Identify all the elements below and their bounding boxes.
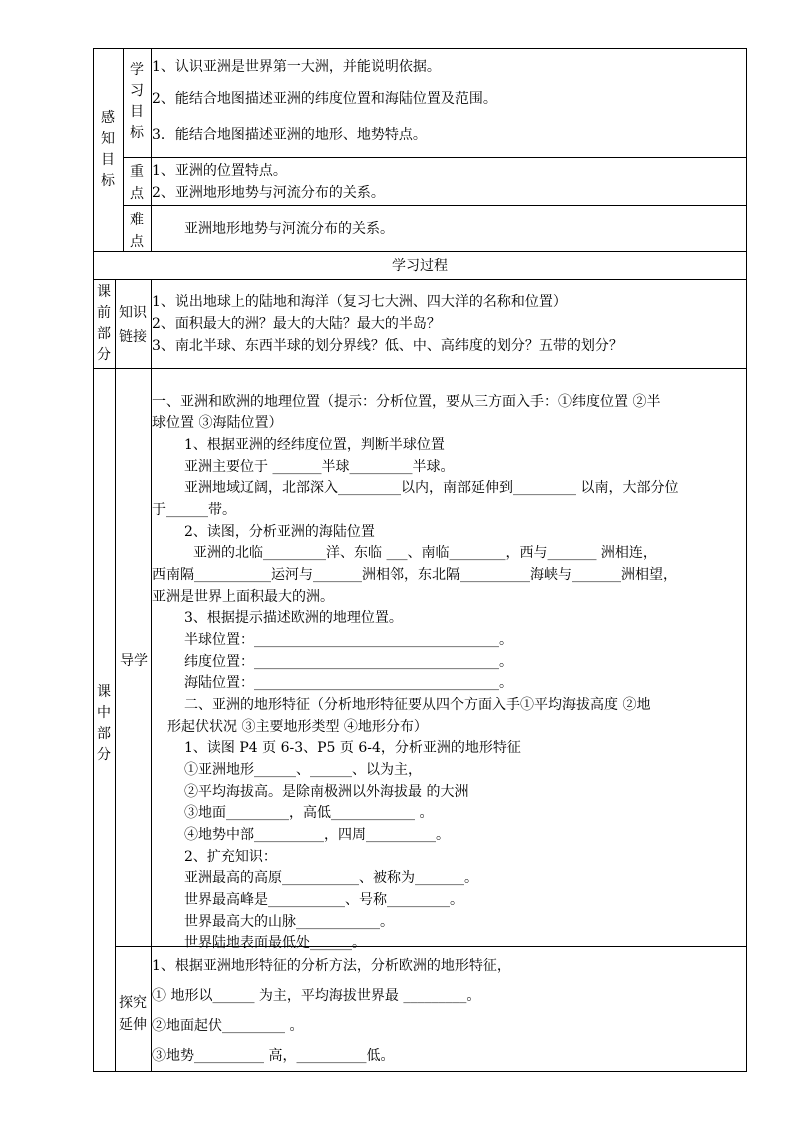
goal-3: 3．能结合地图描述亚洲的地形、地势特点。 bbox=[152, 127, 427, 143]
guide-line: 世界陆地表面最低处______。 bbox=[184, 935, 366, 951]
guide-line: ①亚洲地形______、______、以为主， bbox=[184, 762, 422, 778]
preclass-item-2: 2、面积最大的洲？最大的大陆？最大的半岛？ bbox=[152, 316, 441, 332]
difficulty-text: 亚洲地形地势与河流分布的关系。 bbox=[184, 221, 394, 237]
table-border-left bbox=[93, 48, 94, 1072]
guide-line: 亚洲主要位于 _______半球_________半球。 bbox=[184, 459, 455, 475]
guide-line: ④地势中部__________，四周__________。 bbox=[184, 827, 450, 843]
guide-line: 二、亚洲的地形特征（分析地形特征要从四个方面入手①平均海拔高度 ②地 bbox=[184, 697, 651, 713]
guide-line: 3、根据提示描述欧洲的地理位置。 bbox=[184, 610, 403, 626]
preclass-item-3: 3、南北半球、东西半球的划分界线？低、中、高纬度的划分？五带的划分？ bbox=[152, 338, 623, 354]
divider bbox=[115, 279, 116, 1072]
guide-label: 导学 bbox=[120, 653, 148, 669]
guide-line: 于______带。 bbox=[152, 502, 236, 518]
guide-line: 1、读图 P4 页 6-3、P5 页 6-4，分析亚洲的地形特征 bbox=[184, 740, 521, 756]
explore-line: ③地势__________ 高，__________低。 bbox=[152, 1048, 395, 1064]
guide-line: 西南隔___________运河与_______洲相邻，东北隔__________海峡与_______洲相望， bbox=[152, 567, 677, 583]
explore-line: 1、根据亚洲地形特征的分析方法，分析欧洲的地形特征， bbox=[152, 958, 511, 974]
guide-line: 纬度位置：___________________________________。 bbox=[184, 654, 513, 670]
divider bbox=[123, 48, 124, 251]
difficulty-label-2: 点 bbox=[130, 234, 144, 250]
guide-line: ②平均海拔高。是除南极洲以外海拔最 的大洲 bbox=[184, 784, 469, 800]
guide-line: 2、扩充知识： bbox=[184, 849, 277, 865]
knowledge-link-label-1: 知识 bbox=[119, 305, 147, 321]
table-border-right bbox=[746, 48, 747, 1072]
divider bbox=[151, 48, 152, 251]
key-point-2: 2、亚洲地形地势与河流分布的关系。 bbox=[152, 185, 385, 201]
difficulty-label-1: 难 bbox=[130, 212, 144, 228]
key-point-1: 1、亚洲的位置特点。 bbox=[152, 163, 287, 179]
explore-label-1: 探究 bbox=[119, 995, 147, 1011]
perception-section-label: 感知目标 bbox=[101, 110, 115, 189]
divider bbox=[93, 279, 747, 280]
process-title: 学习过程 bbox=[392, 258, 448, 274]
guide-line: 亚洲地域辽阔，北部深入_________以内，南部延伸到_________ 以南，大部分位 bbox=[184, 480, 679, 496]
preclass-section-label: 课前部分 bbox=[97, 284, 111, 363]
guide-line: 海陆位置：___________________________________。 bbox=[184, 675, 513, 691]
divider bbox=[93, 368, 747, 369]
guide-line: 半球位置：___________________________________。 bbox=[184, 632, 513, 648]
divider bbox=[123, 205, 747, 206]
guide-line: 形起伏状况 ③主要地形类型 ④地形分布） bbox=[167, 719, 428, 735]
explore-line: ②地面起伏_________ 。 bbox=[152, 1018, 304, 1034]
goal-2: 2、能结合地图描述亚洲的纬度位置和海陆位置及范围。 bbox=[152, 91, 497, 107]
guide-line: 亚洲的北临_________洋、东临 ___、南临________，西与_______ 洲相连， bbox=[193, 545, 657, 561]
guide-line: 亚洲是世界上面积最大的洲。 bbox=[152, 589, 334, 605]
table-border-bottom bbox=[93, 1071, 747, 1072]
guide-line: 球位置 ③海陆位置） bbox=[152, 415, 283, 431]
table-border-top bbox=[93, 48, 747, 49]
guide-line: 1、根据亚洲的经纬度位置，判断半球位置 bbox=[184, 437, 445, 453]
guide-line: 世界最高峰是___________、号称_________。 bbox=[184, 892, 464, 908]
guide-line: 2、读图，分析亚洲的海陆位置 bbox=[184, 524, 375, 540]
inclass-section-label: 课中部分 bbox=[97, 684, 111, 763]
guide-line: 亚洲最高的高原___________、被称为_______。 bbox=[184, 870, 478, 886]
guide-line: 世界最高大的山脉____________。 bbox=[184, 914, 394, 930]
guide-line: 一、亚洲和欧洲的地理位置（提示：分析位置，要从三方面入手：①纬度位置 ②半 bbox=[152, 394, 661, 410]
guide-line: ③地面_________，高低____________ 。 bbox=[184, 805, 434, 821]
explore-label-2: 延伸 bbox=[119, 1017, 147, 1033]
knowledge-link-label-2: 链接 bbox=[119, 329, 147, 345]
goals-label: 学习目标 bbox=[130, 62, 144, 141]
key-label-2: 点 bbox=[130, 186, 144, 202]
key-label-1: 重 bbox=[130, 164, 144, 180]
divider bbox=[93, 251, 747, 252]
preclass-item-1: 1、说出地球上的陆地和海洋（复习七大洲、四大洋的名称和位置） bbox=[152, 294, 567, 310]
divider bbox=[123, 157, 747, 158]
goal-1: 1、认识亚洲是世界第一大洲，并能说明依据。 bbox=[152, 59, 441, 75]
explore-line: ① 地形以______ 为主，平均海拔世界最 _________。 bbox=[152, 988, 481, 1004]
